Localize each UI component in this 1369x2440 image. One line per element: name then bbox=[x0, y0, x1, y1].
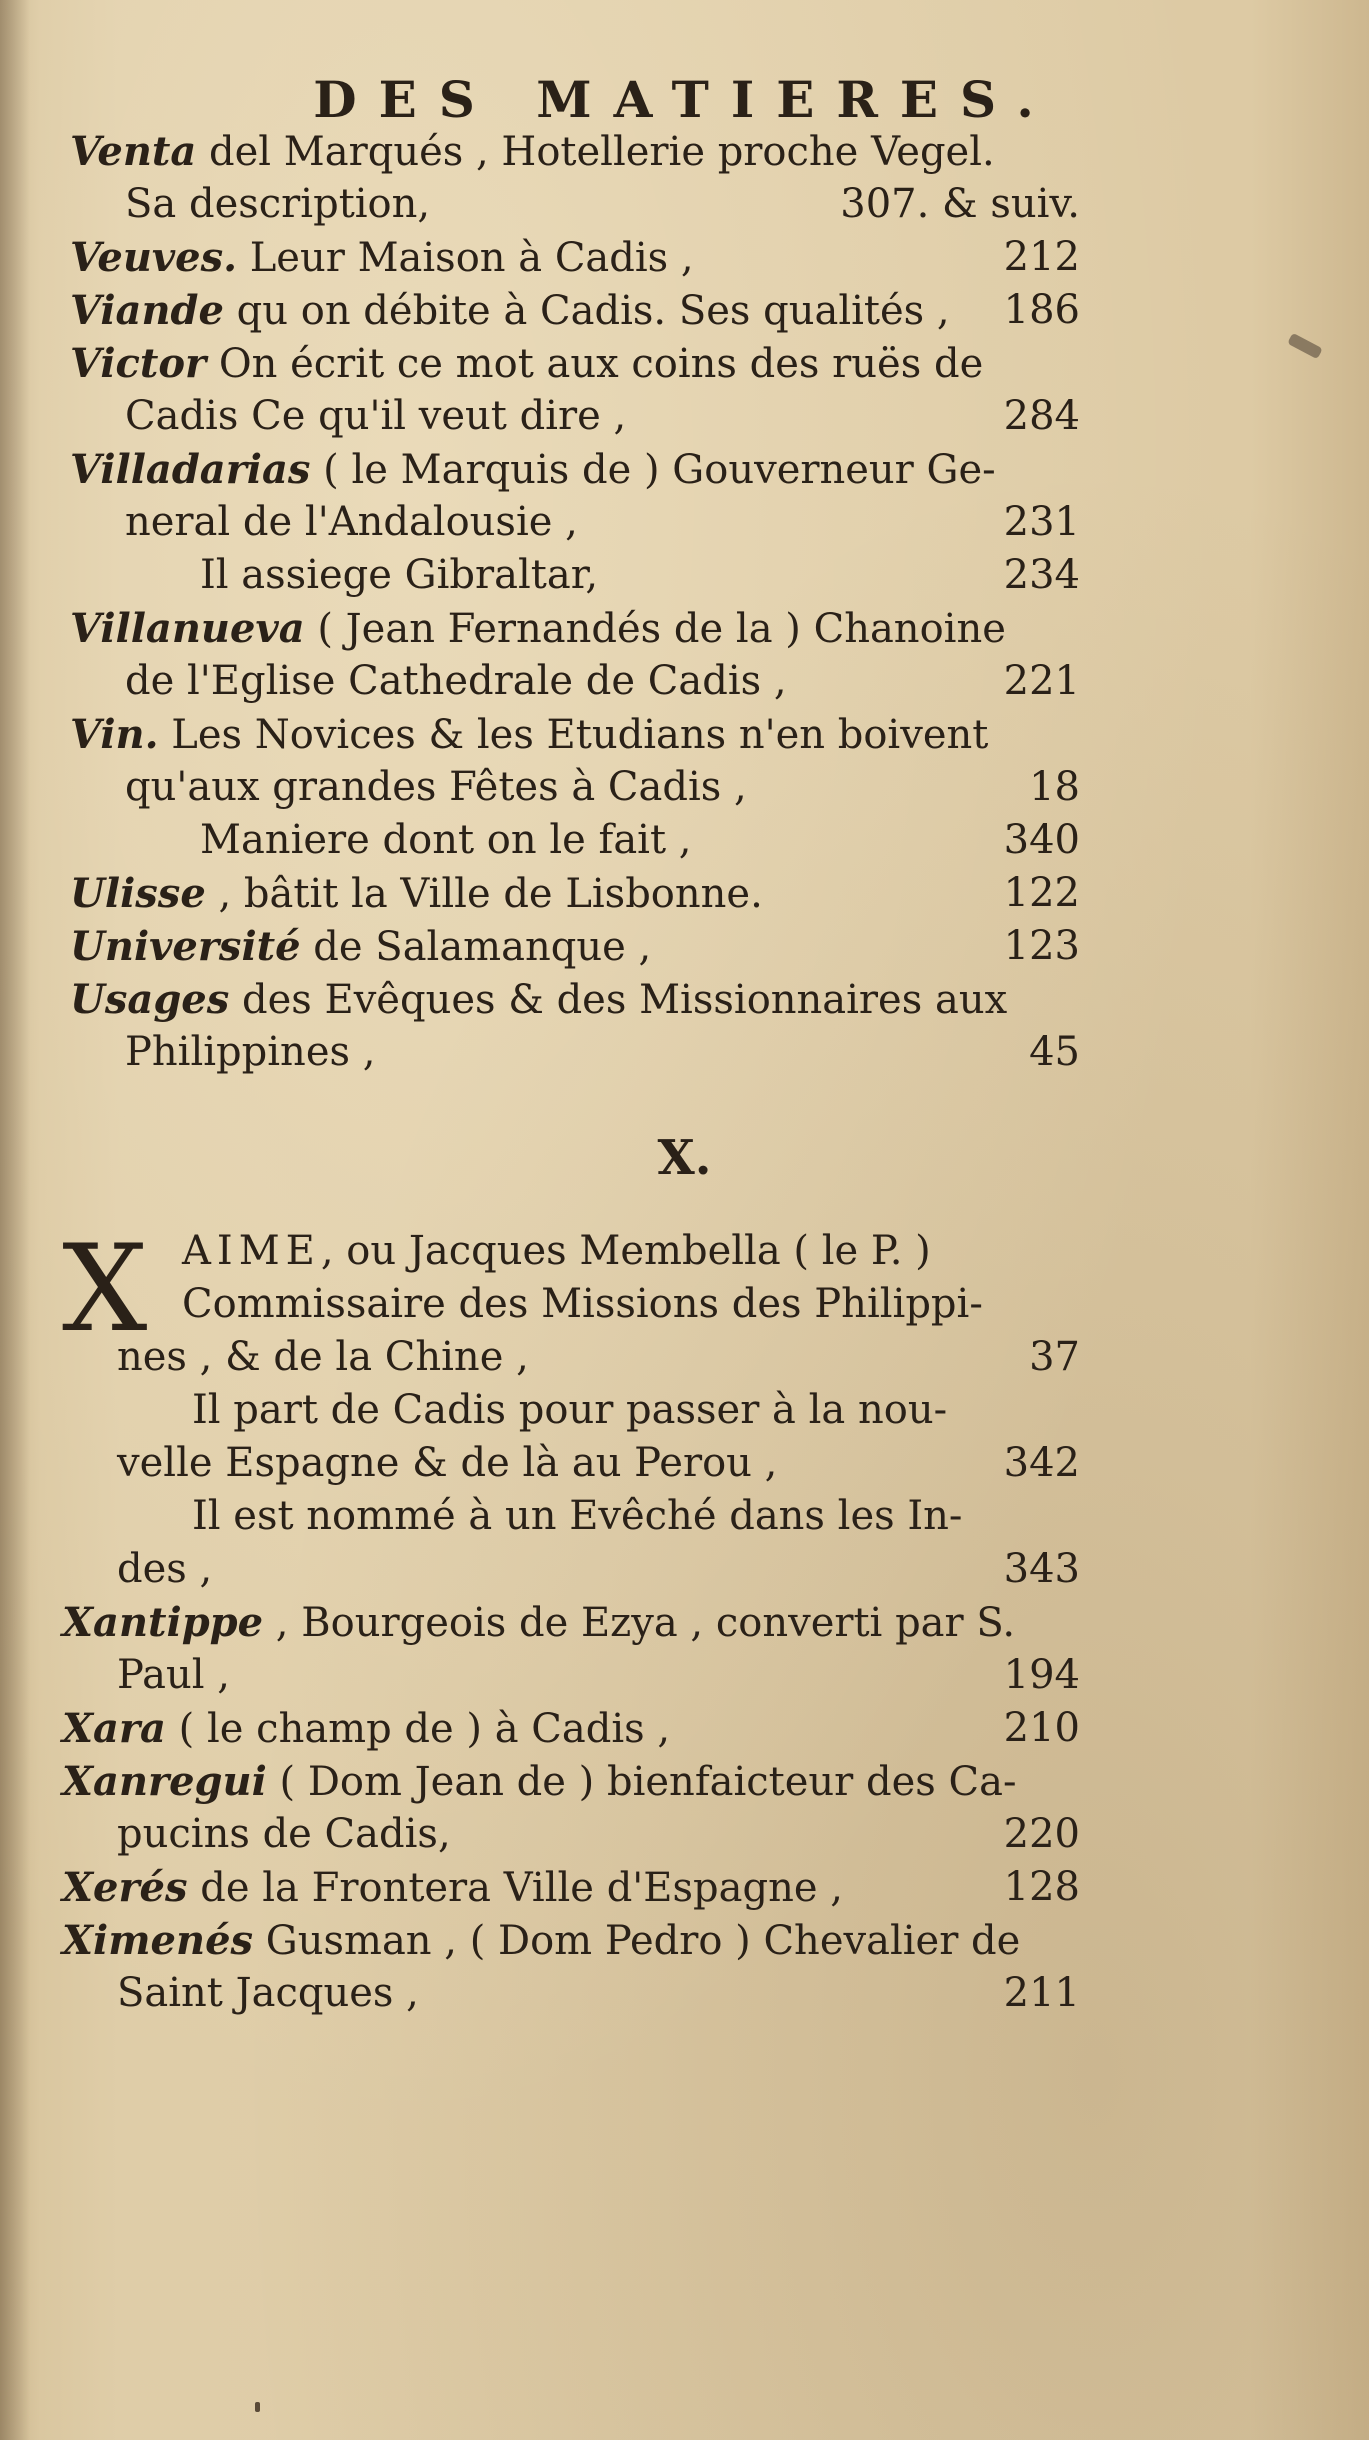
index-entry-line bbox=[62, 1437, 1080, 1490]
entry-keyword: Victor bbox=[70, 340, 207, 387]
entry-keyword: Usages bbox=[70, 976, 230, 1023]
entry-keyword: Xara bbox=[62, 1705, 166, 1752]
entry-text bbox=[200, 549, 598, 602]
entry-description: Maniere dont on le fait , bbox=[200, 817, 692, 863]
entry-keyword: Vin. bbox=[70, 711, 159, 758]
index-entry-line bbox=[70, 973, 1080, 1026]
entry-description: Il est nommé à un Evêché dans les In- bbox=[192, 1493, 963, 1539]
entry-keyword: Villadarias bbox=[70, 446, 311, 493]
entry-text bbox=[125, 655, 787, 708]
entry-text bbox=[117, 1331, 529, 1384]
entry-description: Sa description, bbox=[125, 181, 431, 227]
entry-text bbox=[117, 1808, 451, 1861]
index-entry-line bbox=[62, 1755, 1080, 1808]
entry-keyword: Xerés bbox=[62, 1864, 188, 1911]
index-entry-line bbox=[62, 1384, 1080, 1437]
entry-text bbox=[70, 708, 988, 762]
entry-description: Leur Maison à Cadis , bbox=[237, 235, 694, 281]
entry-text bbox=[70, 125, 995, 179]
entry-keyword: Xantippe bbox=[62, 1599, 264, 1646]
entry-text bbox=[125, 496, 578, 549]
index-entry-line bbox=[62, 1914, 1080, 1967]
gutter-shadow bbox=[0, 0, 30, 2440]
entry-page-number: 122 bbox=[1003, 870, 1080, 916]
entry-page-number: 18 bbox=[1029, 764, 1080, 810]
entry-text bbox=[70, 867, 763, 921]
index-entry-line bbox=[62, 1649, 1080, 1702]
entry-description: nes , & de la Chine , bbox=[117, 1334, 529, 1380]
entry-keyword: Université bbox=[70, 923, 301, 970]
index-entry-line bbox=[70, 1026, 1080, 1079]
entry-text bbox=[117, 1543, 212, 1596]
entry-page-number: 211 bbox=[1003, 1970, 1080, 2016]
index-entry-line bbox=[62, 1967, 1080, 2020]
entry-text bbox=[70, 973, 1007, 1027]
entry-text bbox=[62, 1702, 670, 1756]
index-entry-line bbox=[62, 1225, 1080, 1278]
entry-description: Paul , bbox=[117, 1652, 230, 1698]
index-entry-line bbox=[62, 1808, 1080, 1861]
entry-text bbox=[70, 337, 983, 391]
entry-text bbox=[117, 1649, 230, 1702]
entry-keyword: Venta bbox=[70, 128, 197, 175]
entry-page-number: 220 bbox=[1003, 1811, 1080, 1857]
entry-description: ( le champ de ) à Cadis , bbox=[165, 1706, 671, 1752]
entry-description: Cadis Ce qu'il veut dire , bbox=[125, 393, 627, 439]
entry-keyword: Ulisse bbox=[70, 870, 206, 917]
entry-page-number: 123 bbox=[1003, 923, 1080, 969]
entry-text bbox=[70, 284, 950, 338]
index-entry-line bbox=[62, 1331, 1080, 1384]
entry-description: Gusman , ( Dom Pedro ) Chevalier de bbox=[253, 1918, 1021, 1964]
entry-page-number: 342 bbox=[1003, 1440, 1080, 1486]
entry-description: , bâtit la Ville de Lisbonne. bbox=[205, 871, 763, 917]
page-header: DES MATIERES. bbox=[313, 70, 1056, 129]
entry-description: pucins de Cadis, bbox=[117, 1811, 451, 1857]
entry-page-number: 128 bbox=[1003, 1864, 1080, 1910]
entry-description: des , bbox=[117, 1546, 213, 1592]
entry-keyword: Villanueva bbox=[70, 605, 305, 652]
entry-text bbox=[62, 1861, 843, 1915]
entry-keyword: Veuves. bbox=[70, 234, 238, 281]
entry-text bbox=[125, 1026, 375, 1079]
entry-keyword: Xanregui bbox=[62, 1758, 267, 1805]
index-entry-line bbox=[62, 1596, 1080, 1649]
entry-description: Commissaire des Missions des Philippi- bbox=[182, 1281, 983, 1327]
section-letter: X. bbox=[657, 1130, 712, 1186]
entry-page-number: 343 bbox=[1003, 1546, 1080, 1592]
entry-keyword: Viande bbox=[70, 287, 224, 334]
entry-description: , ou Jacques Membella ( le P. ) bbox=[320, 1228, 931, 1274]
entry-page-number: 37 bbox=[1029, 1334, 1080, 1380]
entry-text bbox=[117, 1967, 419, 2020]
index-entry-line bbox=[70, 708, 1080, 761]
entry-page-number: 340 bbox=[1003, 817, 1080, 863]
index-entry-line bbox=[70, 867, 1080, 920]
entry-description: Il part de Cadis pour passer à la nou- bbox=[192, 1387, 948, 1433]
entry-page-number: 45 bbox=[1029, 1029, 1080, 1075]
entry-keyword: Ximenés bbox=[62, 1917, 254, 1964]
entry-text bbox=[62, 1755, 1017, 1809]
entry-text bbox=[70, 443, 996, 497]
entry-text bbox=[125, 761, 747, 814]
entry-page-number: 212 bbox=[1003, 234, 1080, 280]
entry-text bbox=[70, 231, 694, 285]
entry-page-number: 231 bbox=[1003, 499, 1080, 545]
entry-text bbox=[117, 1437, 777, 1490]
index-entry-line bbox=[70, 761, 1080, 814]
entry-page-number: 284 bbox=[1003, 393, 1080, 439]
entry-text bbox=[125, 390, 626, 443]
entry-description: de Salamanque , bbox=[300, 924, 652, 970]
entry-description: de la Frontera Ville d'Espagne , bbox=[187, 1865, 843, 1911]
entry-text bbox=[70, 602, 1006, 656]
entry-text bbox=[125, 178, 430, 231]
entry-description: des Evêques & des Missionnaires aux bbox=[229, 977, 1008, 1023]
index-entry-line bbox=[70, 814, 1080, 867]
index-entry-line bbox=[62, 1278, 1080, 1331]
index-entry-line bbox=[70, 231, 1080, 284]
index-entry-line bbox=[70, 284, 1080, 337]
entry-description: , Bourgeois de Ezya , converti par S. bbox=[263, 1600, 1016, 1646]
index-entry-line bbox=[70, 337, 1080, 390]
entry-keyword: AIME bbox=[182, 1228, 321, 1274]
entry-text bbox=[182, 1278, 983, 1331]
entry-description: de l'Eglise Cathedrale de Cadis , bbox=[125, 658, 787, 704]
entry-page-number: 307. & suiv. bbox=[840, 181, 1080, 227]
index-entry-line bbox=[70, 125, 1080, 178]
entry-text bbox=[182, 1225, 931, 1278]
index-entry-line bbox=[70, 443, 1080, 496]
index-entry-line bbox=[62, 1490, 1080, 1543]
entry-description: On écrit ce mot aux coins des ruës de bbox=[206, 341, 984, 387]
index-entry-line bbox=[70, 496, 1080, 549]
index-entry-line bbox=[70, 549, 1080, 602]
drop-cap: X bbox=[62, 1220, 148, 1359]
entry-description: ( Jean Fernandés de la ) Chanoine bbox=[304, 606, 1006, 652]
index-entry-line bbox=[70, 390, 1080, 443]
entry-description: neral de l'Andalousie , bbox=[125, 499, 578, 545]
entry-page-number: 186 bbox=[1003, 287, 1080, 333]
entry-description: Philippines , bbox=[125, 1029, 376, 1075]
ink-mark bbox=[1287, 333, 1323, 360]
entry-text bbox=[62, 1596, 1015, 1650]
entry-description: ( Dom Jean de ) bienfaicteur des Ca- bbox=[266, 1759, 1017, 1805]
entry-description: del Marqués , Hotellerie proche Vegel. bbox=[196, 129, 995, 175]
entry-text bbox=[70, 920, 651, 974]
index-entries-x bbox=[62, 1220, 1080, 2020]
entry-description: ( le Marquis de ) Gouverneur Ge- bbox=[310, 447, 996, 493]
ink-dot bbox=[255, 2402, 260, 2412]
entry-description: velle Espagne & de là au Perou , bbox=[117, 1440, 778, 1486]
entry-page-number: 194 bbox=[1003, 1652, 1080, 1698]
index-entry-line bbox=[70, 178, 1080, 231]
index-entry-line bbox=[62, 1702, 1080, 1755]
index-entry-line bbox=[62, 1861, 1080, 1914]
index-entry-line bbox=[70, 655, 1080, 708]
entry-description: qu'aux grandes Fêtes à Cadis , bbox=[125, 764, 747, 810]
entry-description: Saint Jacques , bbox=[117, 1970, 419, 2016]
entry-page-number: 221 bbox=[1003, 658, 1080, 704]
index-entry-line bbox=[70, 920, 1080, 973]
entry-page-number: 234 bbox=[1003, 552, 1080, 598]
entry-page-number: 210 bbox=[1003, 1705, 1080, 1751]
entry-text bbox=[192, 1490, 962, 1543]
index-entry-line bbox=[70, 602, 1080, 655]
entry-description: Il assiege Gibraltar, bbox=[200, 552, 599, 598]
entry-description: Les Novices & les Etudians n'en boivent bbox=[158, 712, 989, 758]
entry-text bbox=[200, 814, 691, 867]
entry-text bbox=[62, 1914, 1020, 1968]
entry-text bbox=[192, 1384, 947, 1437]
entry-description: qu on débite à Cadis. Ses qualités , bbox=[223, 288, 950, 334]
index-entries-v bbox=[70, 125, 1080, 1079]
index-entry-line bbox=[62, 1543, 1080, 1596]
